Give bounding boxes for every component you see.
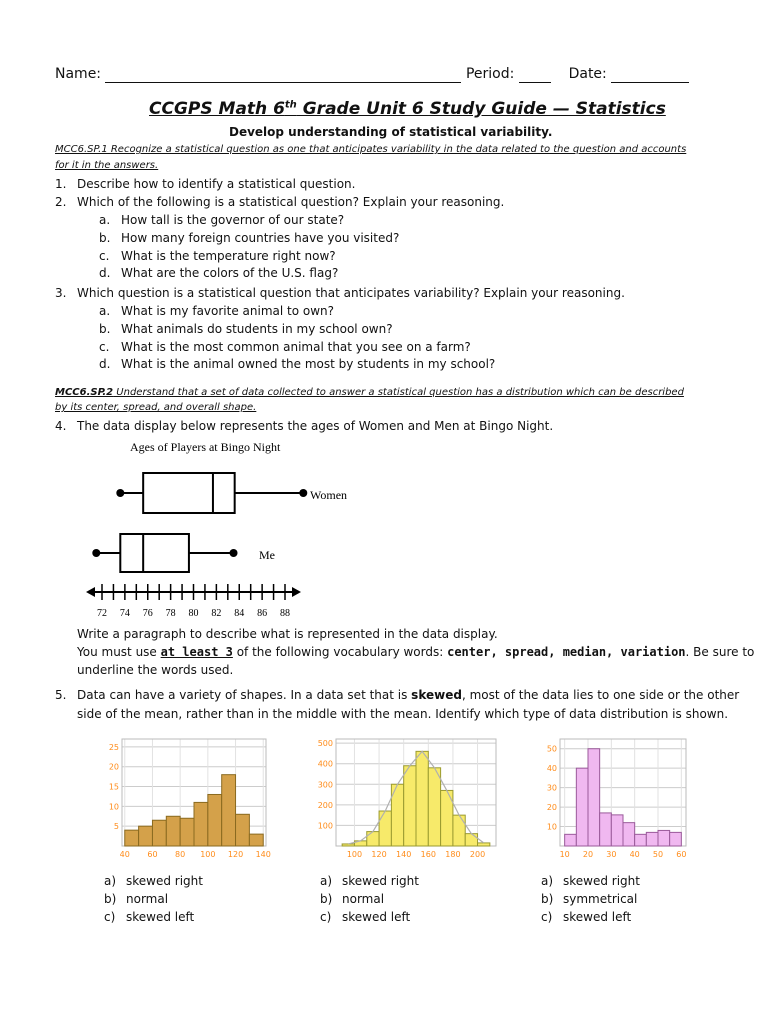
axis-arrow-right <box>292 587 301 597</box>
tick-label: 76 <box>142 608 153 619</box>
histogram-bar <box>125 830 139 846</box>
choice-1b[interactable]: b) normal <box>104 892 169 906</box>
tick-label: 74 <box>119 608 130 619</box>
question-1: 1. Describe how to identify a statistical question. <box>55 177 356 191</box>
q3-option: d. What is the animal owned the most by students in my school? <box>99 357 496 371</box>
histogram-bar <box>465 834 477 846</box>
histogram-bar <box>342 844 354 846</box>
x-tick-label: 140 <box>396 850 412 859</box>
question-5-line2: side of the mean, rather than in the middle with the mean. Identify which type of data distribution is shown. <box>77 707 729 721</box>
histogram-2 <box>308 733 500 868</box>
choice-2b[interactable]: b) normal <box>320 892 385 906</box>
q4-instruction-3: underline the words used. <box>77 663 234 677</box>
y-tick-label: 300 <box>317 780 333 790</box>
x-tick-label: 40 <box>629 850 640 859</box>
histogram-bar <box>670 832 682 846</box>
histogram-bar <box>588 749 600 846</box>
y-tick-label: 20 <box>108 762 119 772</box>
period-label: Period: <box>465 66 515 82</box>
x-tick-label: 10 <box>559 850 570 859</box>
x-tick-label: 100 <box>346 850 363 859</box>
histogram-bar <box>379 811 391 846</box>
question-3: 3. Which question is a statistical question that anticipates variability? Explain your reasoning. <box>55 286 625 300</box>
histogram-bar <box>139 826 153 846</box>
choice-2a[interactable]: a) skewed right <box>320 874 419 888</box>
histogram-bar <box>367 832 379 846</box>
histogram-bar <box>600 813 612 846</box>
max-point <box>230 549 238 557</box>
tick-label: 84 <box>234 608 245 619</box>
histogram-3 <box>540 733 690 868</box>
x-tick-label: 40 <box>119 850 130 859</box>
box <box>120 534 189 572</box>
choice-1c[interactable]: c) skewed left <box>104 910 195 924</box>
q3-option: a. What is my favorite animal to own? <box>99 304 335 318</box>
x-tick-label: 180 <box>445 850 461 859</box>
q3-option: c. What is the most common animal that you see on a farm? <box>99 340 471 354</box>
standard-2-line2: by its center, spread, and overall shape. <box>55 402 257 413</box>
q3-option: b. What animals do students in my school own? <box>99 322 393 336</box>
standard-1-line1: MCC6.SP.1 Recognize a statistical question as one that anticipates variability in the data related to the question and accounts <box>55 144 687 155</box>
boxplot-chart <box>80 430 348 625</box>
tick-label: 80 <box>188 608 199 619</box>
x-tick-label: 200 <box>469 850 486 859</box>
tick-label: 88 <box>280 608 290 619</box>
choice-1a[interactable]: a) skewed right <box>104 874 203 888</box>
q2-option: b. How many foreign countries have you visited? <box>99 231 400 245</box>
page-subtitle: Develop understanding of statistical variability. <box>229 125 553 139</box>
q4-instruction-1: Write a paragraph to describe what is represented in the data display. <box>77 627 498 641</box>
q2-option: c. What is the temperature right now? <box>99 249 336 263</box>
histogram-bar <box>576 768 588 846</box>
choice-3b[interactable]: b) symmetrical <box>541 892 638 906</box>
series-label-men: Me <box>259 548 275 562</box>
histogram-bar <box>453 815 465 846</box>
histogram-bar <box>208 794 222 846</box>
x-tick-label: 30 <box>606 850 617 859</box>
histogram-bar <box>478 843 490 846</box>
histogram-bar <box>180 818 194 846</box>
choice-3c[interactable]: c) skewed left <box>541 910 632 924</box>
q2-option: d. What are the colors of the U.S. flag? <box>99 266 339 280</box>
y-tick-label: 30 <box>546 783 557 793</box>
x-tick-label: 120 <box>371 850 387 859</box>
histogram-bar <box>658 830 670 846</box>
y-tick-label: 10 <box>108 802 119 812</box>
histogram-bar <box>236 814 250 846</box>
boxplot-title: Ages of Players at Bingo Night <box>130 440 281 454</box>
histogram-bar <box>416 751 428 846</box>
min-point <box>92 549 100 557</box>
histogram-bar <box>646 832 658 846</box>
choice-2c[interactable]: c) skewed left <box>320 910 411 924</box>
x-tick-label: 50 <box>652 850 664 859</box>
histogram-bar <box>565 834 577 846</box>
x-tick-label: 20 <box>582 850 594 859</box>
name-field[interactable] <box>105 66 461 83</box>
axis-arrow-left <box>86 587 95 597</box>
tick-label: 72 <box>97 608 107 619</box>
y-tick-label: 50 <box>546 744 557 754</box>
tick-label: 82 <box>211 608 222 619</box>
y-tick-label: 15 <box>108 782 119 792</box>
x-tick-label: 120 <box>227 850 244 859</box>
histogram-bar <box>194 802 208 846</box>
histogram-bar <box>222 775 236 846</box>
histogram-bar <box>249 834 263 846</box>
question-2: 2. Which of the following is a statistical question? Explain your reasoning. <box>55 195 505 209</box>
question-4: 4. The data display below represents the ages of Women and Men at Bingo Night. <box>55 419 554 433</box>
y-tick-label: 500 <box>317 739 333 749</box>
date-field[interactable] <box>611 66 689 83</box>
name-row <box>55 66 689 83</box>
tick-label: 78 <box>165 608 176 619</box>
x-tick-label: 160 <box>420 850 436 859</box>
y-tick-label: 200 <box>317 800 333 810</box>
date-label: Date: <box>568 66 607 82</box>
x-tick-label: 140 <box>255 850 271 859</box>
x-tick-label: 60 <box>147 850 158 859</box>
question-5-line1: 5. Data can have a variety of shapes. In a data set that is skewed, most of the data lies to one side or the other <box>55 688 740 702</box>
histogram-bar <box>166 816 180 846</box>
q4-instruction-2: You must use at least 3 of the following vocabulary words: center, spread, median, variation. Be sure to <box>77 645 755 659</box>
histogram-1 <box>100 733 270 868</box>
period-field[interactable] <box>519 66 551 83</box>
max-point <box>299 489 307 497</box>
histogram-bar <box>635 834 647 846</box>
y-tick-label: 400 <box>317 759 333 769</box>
y-tick-label: 5 <box>113 822 119 832</box>
histogram-bar <box>404 766 416 846</box>
series-label-women: Women <box>310 488 348 502</box>
choice-3a[interactable]: a) skewed right <box>541 874 640 888</box>
y-tick-label: 25 <box>108 742 119 752</box>
x-tick-label: 100 <box>200 850 216 859</box>
y-tick-label: 40 <box>546 764 557 774</box>
x-tick-label: 80 <box>175 850 186 859</box>
name-label: Name: <box>55 66 102 82</box>
page-title: CCGPS Math 6th Grade Unit 6 Study Guide — Statistics <box>149 99 666 119</box>
histogram-bar <box>611 815 623 846</box>
histogram-bar <box>623 823 635 846</box>
standard-1-line2: for it in the answers. <box>55 160 159 171</box>
histogram-bar <box>152 820 166 846</box>
q2-option: a. How tall is the governor of our state? <box>99 213 345 227</box>
histogram-bar <box>428 768 440 846</box>
box <box>143 473 235 513</box>
y-tick-label: 100 <box>317 821 333 831</box>
x-tick-label: 60 <box>676 850 687 859</box>
y-tick-label: 20 <box>546 803 557 813</box>
standard-2-line1: MCC6.SP.2 Understand that a set of data collected to answer a statistical question has a distribution which can be described <box>55 387 684 398</box>
min-point <box>116 489 124 497</box>
tick-label: 86 <box>257 608 268 619</box>
y-tick-label: 10 <box>546 822 557 832</box>
